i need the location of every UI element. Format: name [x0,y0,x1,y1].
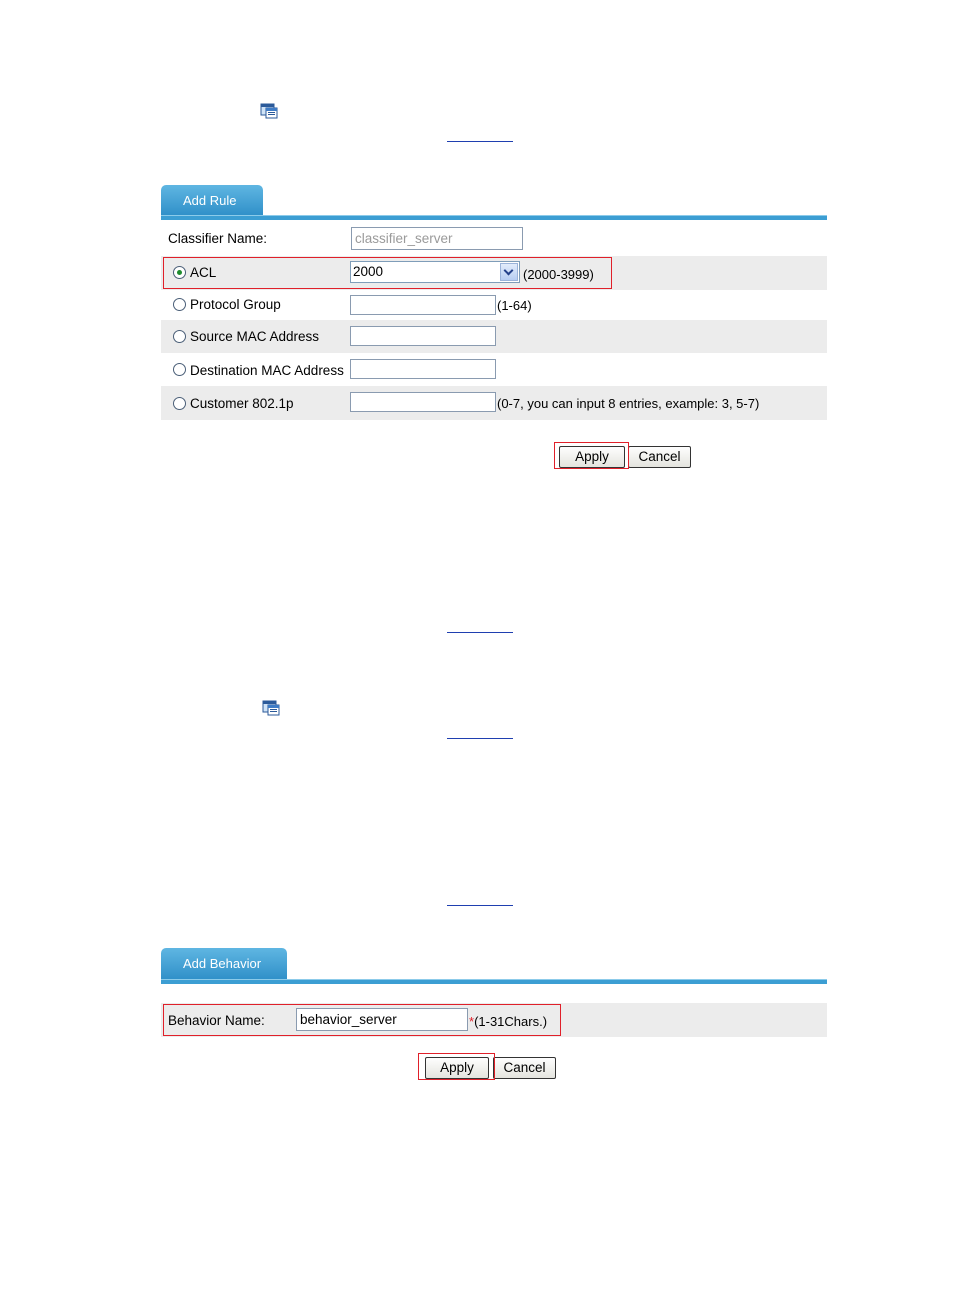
apply-button[interactable]: Apply [425,1057,489,1079]
protocol-group-row [161,290,827,320]
apply-highlight-box [418,1053,495,1080]
protocol-group-input[interactable] [350,295,496,315]
customer-8021p-hint: (0-7, you can input 8 entries, example: 3, 5-7) [497,396,760,411]
required-mark: * [469,1014,475,1029]
acl-select-value: 2000 [353,264,384,279]
link-underline[interactable] [447,141,513,142]
protocol-group-radio[interactable] [173,298,186,311]
acl-highlight-box [163,257,612,289]
tab-add-rule[interactable]: Add Rule [161,185,263,216]
customer-8021p-row [161,386,827,420]
tab-add-behavior[interactable]: Add Behavior [161,948,287,980]
acl-label: ACL [190,265,217,280]
destination-mac-row [161,353,827,386]
apply-highlight-box [554,442,629,469]
behavior-name-input[interactable]: behavior_server [296,1008,468,1031]
apply-button[interactable]: Apply [559,446,625,468]
link-underline[interactable] [447,905,513,906]
source-mac-radio[interactable] [173,330,186,343]
cancel-button[interactable]: Cancel [493,1057,556,1079]
customer-8021p-label: Customer 802.1p [190,396,294,411]
destination-mac-input[interactable] [350,359,496,379]
link-underline[interactable] [447,738,513,739]
behavior-name-hint: (1-31Chars.) [474,1014,548,1029]
behavior-highlight-box [163,1004,561,1036]
destination-mac-radio[interactable] [173,363,186,376]
protocol-group-label: Protocol Group [190,297,281,312]
source-mac-label: Source MAC Address [190,329,320,344]
tab-divider [161,215,827,220]
destination-mac-label: Destination MAC Address [190,363,344,378]
tab-divider [161,979,827,984]
customer-8021p-input[interactable] [350,392,496,412]
classifier-name-row [161,222,827,256]
customer-8021p-radio[interactable] [173,397,186,410]
acl-hint: (2000-3999) [523,267,594,282]
source-mac-row [161,320,827,353]
classifier-name-input: classifier_server [351,227,523,250]
behavior-name-label: Behavior Name: [168,1013,265,1028]
doc-window-icon [260,101,278,119]
doc-window-icon [262,698,280,716]
link-underline[interactable] [447,632,513,633]
classifier-name-label: Classifier Name: [168,231,268,246]
source-mac-input[interactable] [350,326,496,346]
protocol-group-hint: (1-64) [497,298,532,313]
cancel-button[interactable]: Cancel [628,446,691,468]
